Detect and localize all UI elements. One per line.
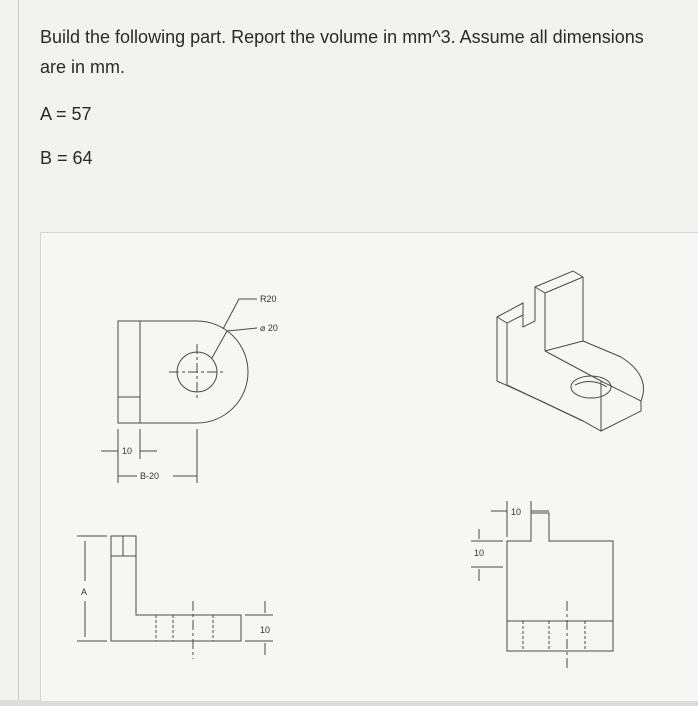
- iso-edge-1: [535, 287, 545, 293]
- dim-10-side-label: 10: [260, 625, 271, 635]
- variable-a: A = 57: [40, 104, 92, 124]
- isometric-view: [497, 271, 644, 431]
- dim-b20-label: B-20: [140, 471, 160, 481]
- variable-b: B = 64: [40, 148, 93, 168]
- question-text: Build the following part. Report the volume in mm^3. Assume all dimensions are in mm.: [40, 27, 644, 77]
- dim-10-label: 10: [122, 446, 133, 456]
- side-view-outline: [111, 536, 241, 641]
- right-view-outline: [507, 513, 613, 651]
- dim-a-label: A: [81, 587, 88, 597]
- page-border: [18, 0, 19, 700]
- dim-top10-label: 10: [511, 507, 522, 517]
- dim-side10-label: 10: [474, 548, 485, 558]
- radius-leader: [223, 299, 239, 329]
- diameter-label: ⌀ 20: [260, 323, 278, 333]
- iso-hole-outer: [571, 376, 611, 398]
- isometric-outline: [497, 271, 644, 431]
- drawing-svg: [41, 233, 698, 701]
- iso-edge-11: [601, 381, 641, 401]
- side-view: [77, 536, 273, 659]
- radius-label: R20: [260, 294, 277, 304]
- iso-edge-2: [545, 277, 583, 293]
- iso-hole-inner: [575, 381, 607, 387]
- iso-edge-5: [507, 315, 523, 323]
- diameter-leader: [212, 331, 227, 358]
- iso-edge-8: [545, 341, 583, 351]
- iso-edge-4: [497, 317, 507, 323]
- right-view: [471, 501, 613, 669]
- front-view: [101, 294, 278, 483]
- diameter-leader-shelf: [227, 328, 257, 331]
- engineering-drawing: [40, 232, 698, 701]
